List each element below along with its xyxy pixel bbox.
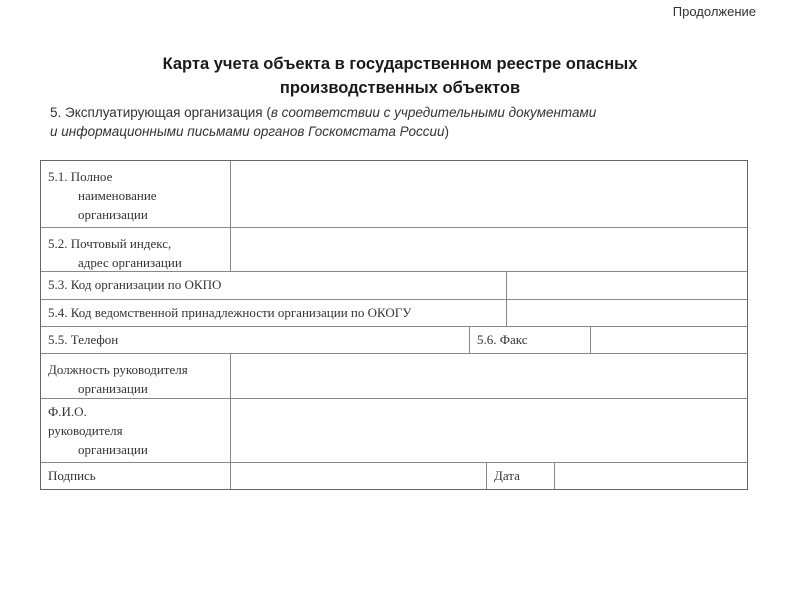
form-row-okogu bbox=[41, 299, 747, 326]
head-position-label-line-2: организации bbox=[78, 381, 148, 396]
section-line-2 bbox=[50, 122, 740, 141]
head-position-label bbox=[48, 360, 188, 398]
okogu-field[interactable] bbox=[506, 300, 747, 326]
full-name-field[interactable] bbox=[230, 161, 747, 227]
date-label-cell bbox=[486, 463, 554, 489]
phone-label-cell bbox=[41, 327, 469, 353]
form-row-phone-fax bbox=[41, 326, 747, 353]
postal-label-line-1: 5.2. Почтовый индекс, bbox=[48, 236, 172, 251]
signature-field[interactable] bbox=[230, 463, 486, 489]
head-name-label-line-2: руководителя bbox=[48, 423, 123, 438]
okpo-label-cell bbox=[41, 272, 506, 299]
signature-label: Подпись bbox=[48, 468, 96, 483]
full-name-label bbox=[48, 167, 157, 224]
form-row-full-name bbox=[41, 161, 747, 227]
head-name-label bbox=[48, 402, 148, 459]
okogu-label: 5.4. Код ведомственной принадлежности организации по ОКОГУ bbox=[48, 305, 412, 320]
head-position-label-cell bbox=[41, 354, 230, 398]
full-name-label-line-1: 5.1. Полное bbox=[48, 169, 113, 184]
postal-label-cell bbox=[41, 228, 230, 271]
signature-label-cell bbox=[41, 463, 230, 489]
full-name-label-cell bbox=[41, 161, 230, 227]
head-name-field[interactable] bbox=[230, 399, 747, 462]
date-field[interactable] bbox=[554, 463, 747, 489]
full-name-label-line-3: организации bbox=[78, 207, 148, 222]
continuation-label: Продолжение bbox=[672, 4, 756, 19]
head-name-label-cell bbox=[41, 399, 230, 462]
fax-label-cell bbox=[469, 327, 590, 353]
phone-label: 5.5. Телефон bbox=[48, 332, 119, 347]
postal-label-line-2: адрес организации bbox=[78, 255, 182, 270]
head-position-label-line-1: Должность руководителя bbox=[48, 362, 188, 377]
postal-label bbox=[48, 234, 182, 272]
head-name-label-line-3: организации bbox=[78, 442, 148, 457]
okogu-label-cell bbox=[41, 300, 506, 326]
form-row-okpo bbox=[41, 271, 747, 299]
form-row-signature-date bbox=[41, 462, 747, 489]
section-prefix: 5. Эксплуатирующая организация ( bbox=[50, 105, 271, 120]
form-row-head-position bbox=[41, 353, 747, 398]
organization-form bbox=[40, 160, 748, 490]
section-heading bbox=[50, 103, 740, 141]
form-row-postal bbox=[41, 227, 747, 271]
fax-field[interactable] bbox=[590, 327, 747, 353]
head-name-label-line-1: Ф.И.О. bbox=[48, 404, 87, 419]
fax-label: 5.6. Факс bbox=[477, 332, 528, 347]
page-title bbox=[80, 52, 720, 100]
okpo-field[interactable] bbox=[506, 272, 747, 299]
section-note-1: в соответствии с учредительными документами bbox=[270, 105, 597, 120]
form-row-head-name bbox=[41, 398, 747, 462]
full-name-label-line-2: наименование bbox=[78, 188, 157, 203]
section-suffix: ) bbox=[444, 124, 450, 139]
okpo-label: 5.3. Код организации по ОКПО bbox=[48, 277, 222, 292]
head-position-field[interactable] bbox=[230, 354, 747, 398]
section-note-2: и информационными письмами органов Госкомстата России bbox=[50, 124, 445, 139]
date-label: Дата bbox=[494, 468, 520, 483]
section-line-1 bbox=[50, 103, 740, 122]
title-line-2: производственных объектов bbox=[279, 79, 521, 97]
title-line-1: Карта учета объекта в государственном реестре опасных bbox=[162, 55, 638, 73]
postal-field[interactable] bbox=[230, 228, 747, 271]
